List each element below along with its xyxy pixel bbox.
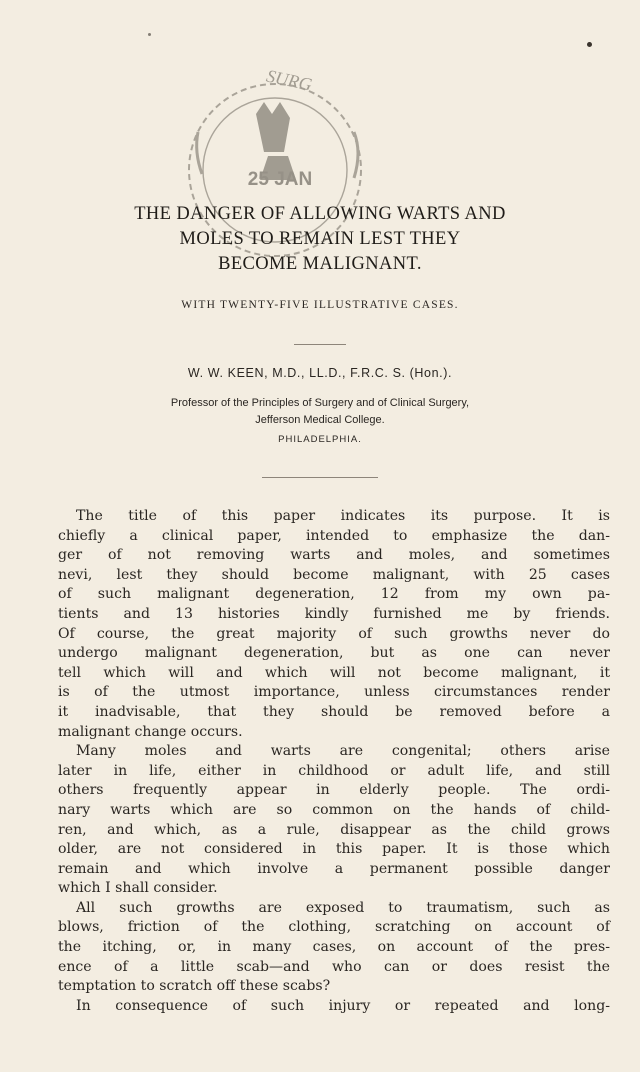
divider-rule [294, 344, 346, 345]
paper-body [58, 507, 610, 1016]
body-line: later in life, either in childhood or adult life, and still [58, 762, 610, 779]
title-line: BECOME MALIGNANT. [218, 254, 422, 274]
affiliation-line: Professor of the Principles of Surgery and of Clinical Surgery, [170, 397, 470, 409]
body-line: older, are not considered in this paper. It is those which [58, 841, 610, 858]
body-line: others frequently appear in elderly people. The ordi- [58, 782, 610, 799]
paper-speck [148, 33, 151, 36]
body-line: tients and 13 histories kindly furnished me by friends. [58, 605, 610, 622]
body-line: blows, friction of the clothing, scratching on account of [58, 919, 610, 936]
affiliation-city: PHILADELPHIA. [278, 434, 362, 445]
body-line: ger of not removing warts and moles, and sometimes [58, 547, 610, 564]
divider-rule [262, 477, 378, 478]
title-line: MOLES TO REMAIN LEST THEY [179, 229, 461, 249]
body-line: nary warts which are so common on the hands of child- [58, 801, 610, 818]
affiliation-line: Jefferson Medical College. [255, 414, 385, 426]
body-line: remain and which involve a permanent possible danger [58, 860, 610, 877]
body-line: it inadvisable, that they should be removed before a [58, 703, 610, 720]
author-line: W. W. KEEN, M.D., LL.D., F.R.C. S. (Hon.). [187, 366, 453, 380]
body-line: is of the utmost importance, unless circumstances render [58, 684, 610, 701]
body-line: Many moles and warts are congenital; others arise [76, 743, 610, 760]
body-line: In consequence of such injury or repeated and long- [76, 997, 610, 1014]
body-line: undergo malignant degeneration, but as one can never [58, 645, 610, 662]
body-line: malignant change occurs. [58, 723, 243, 740]
body-line: Of course, the great majority of such growths never do [58, 625, 610, 642]
stamp-date: 25 JAN [247, 169, 313, 190]
title-line: THE DANGER OF ALLOWING WARTS AND [134, 204, 506, 224]
body-line: ren, and which, as a rule, disappear as the child grows [58, 821, 610, 838]
body-line: All such growths are exposed to traumatism, such as [76, 899, 610, 916]
body-line: nevi, lest they should become malignant, with 25 cases [58, 566, 610, 583]
body-line: temptation to scratch off these scabs? [58, 978, 331, 995]
body-line: the itching, or, in many cases, on account of the pres- [58, 939, 610, 956]
body-line: which I shall consider. [58, 880, 218, 897]
paper-title [0, 202, 640, 277]
body-line: The title of this paper indicates its purpose. It is [76, 508, 610, 524]
body-line: tell which will and which will not become malignant, it [58, 664, 610, 681]
body-line: chiefly a clinical paper, intended to emphasize the dan- [58, 527, 610, 544]
paper-speck [587, 42, 592, 47]
paper-subtitle: WITH TWENTY-FIVE ILLUSTRATIVE CASES. [181, 299, 459, 311]
stamp-rim-text: SURG [264, 65, 314, 95]
author-affiliation [0, 395, 640, 448]
body-line: ence of a little scab—and who can or does resist the [58, 958, 610, 975]
body-line: of such malignant degeneration, 12 from my own pa- [58, 586, 610, 603]
